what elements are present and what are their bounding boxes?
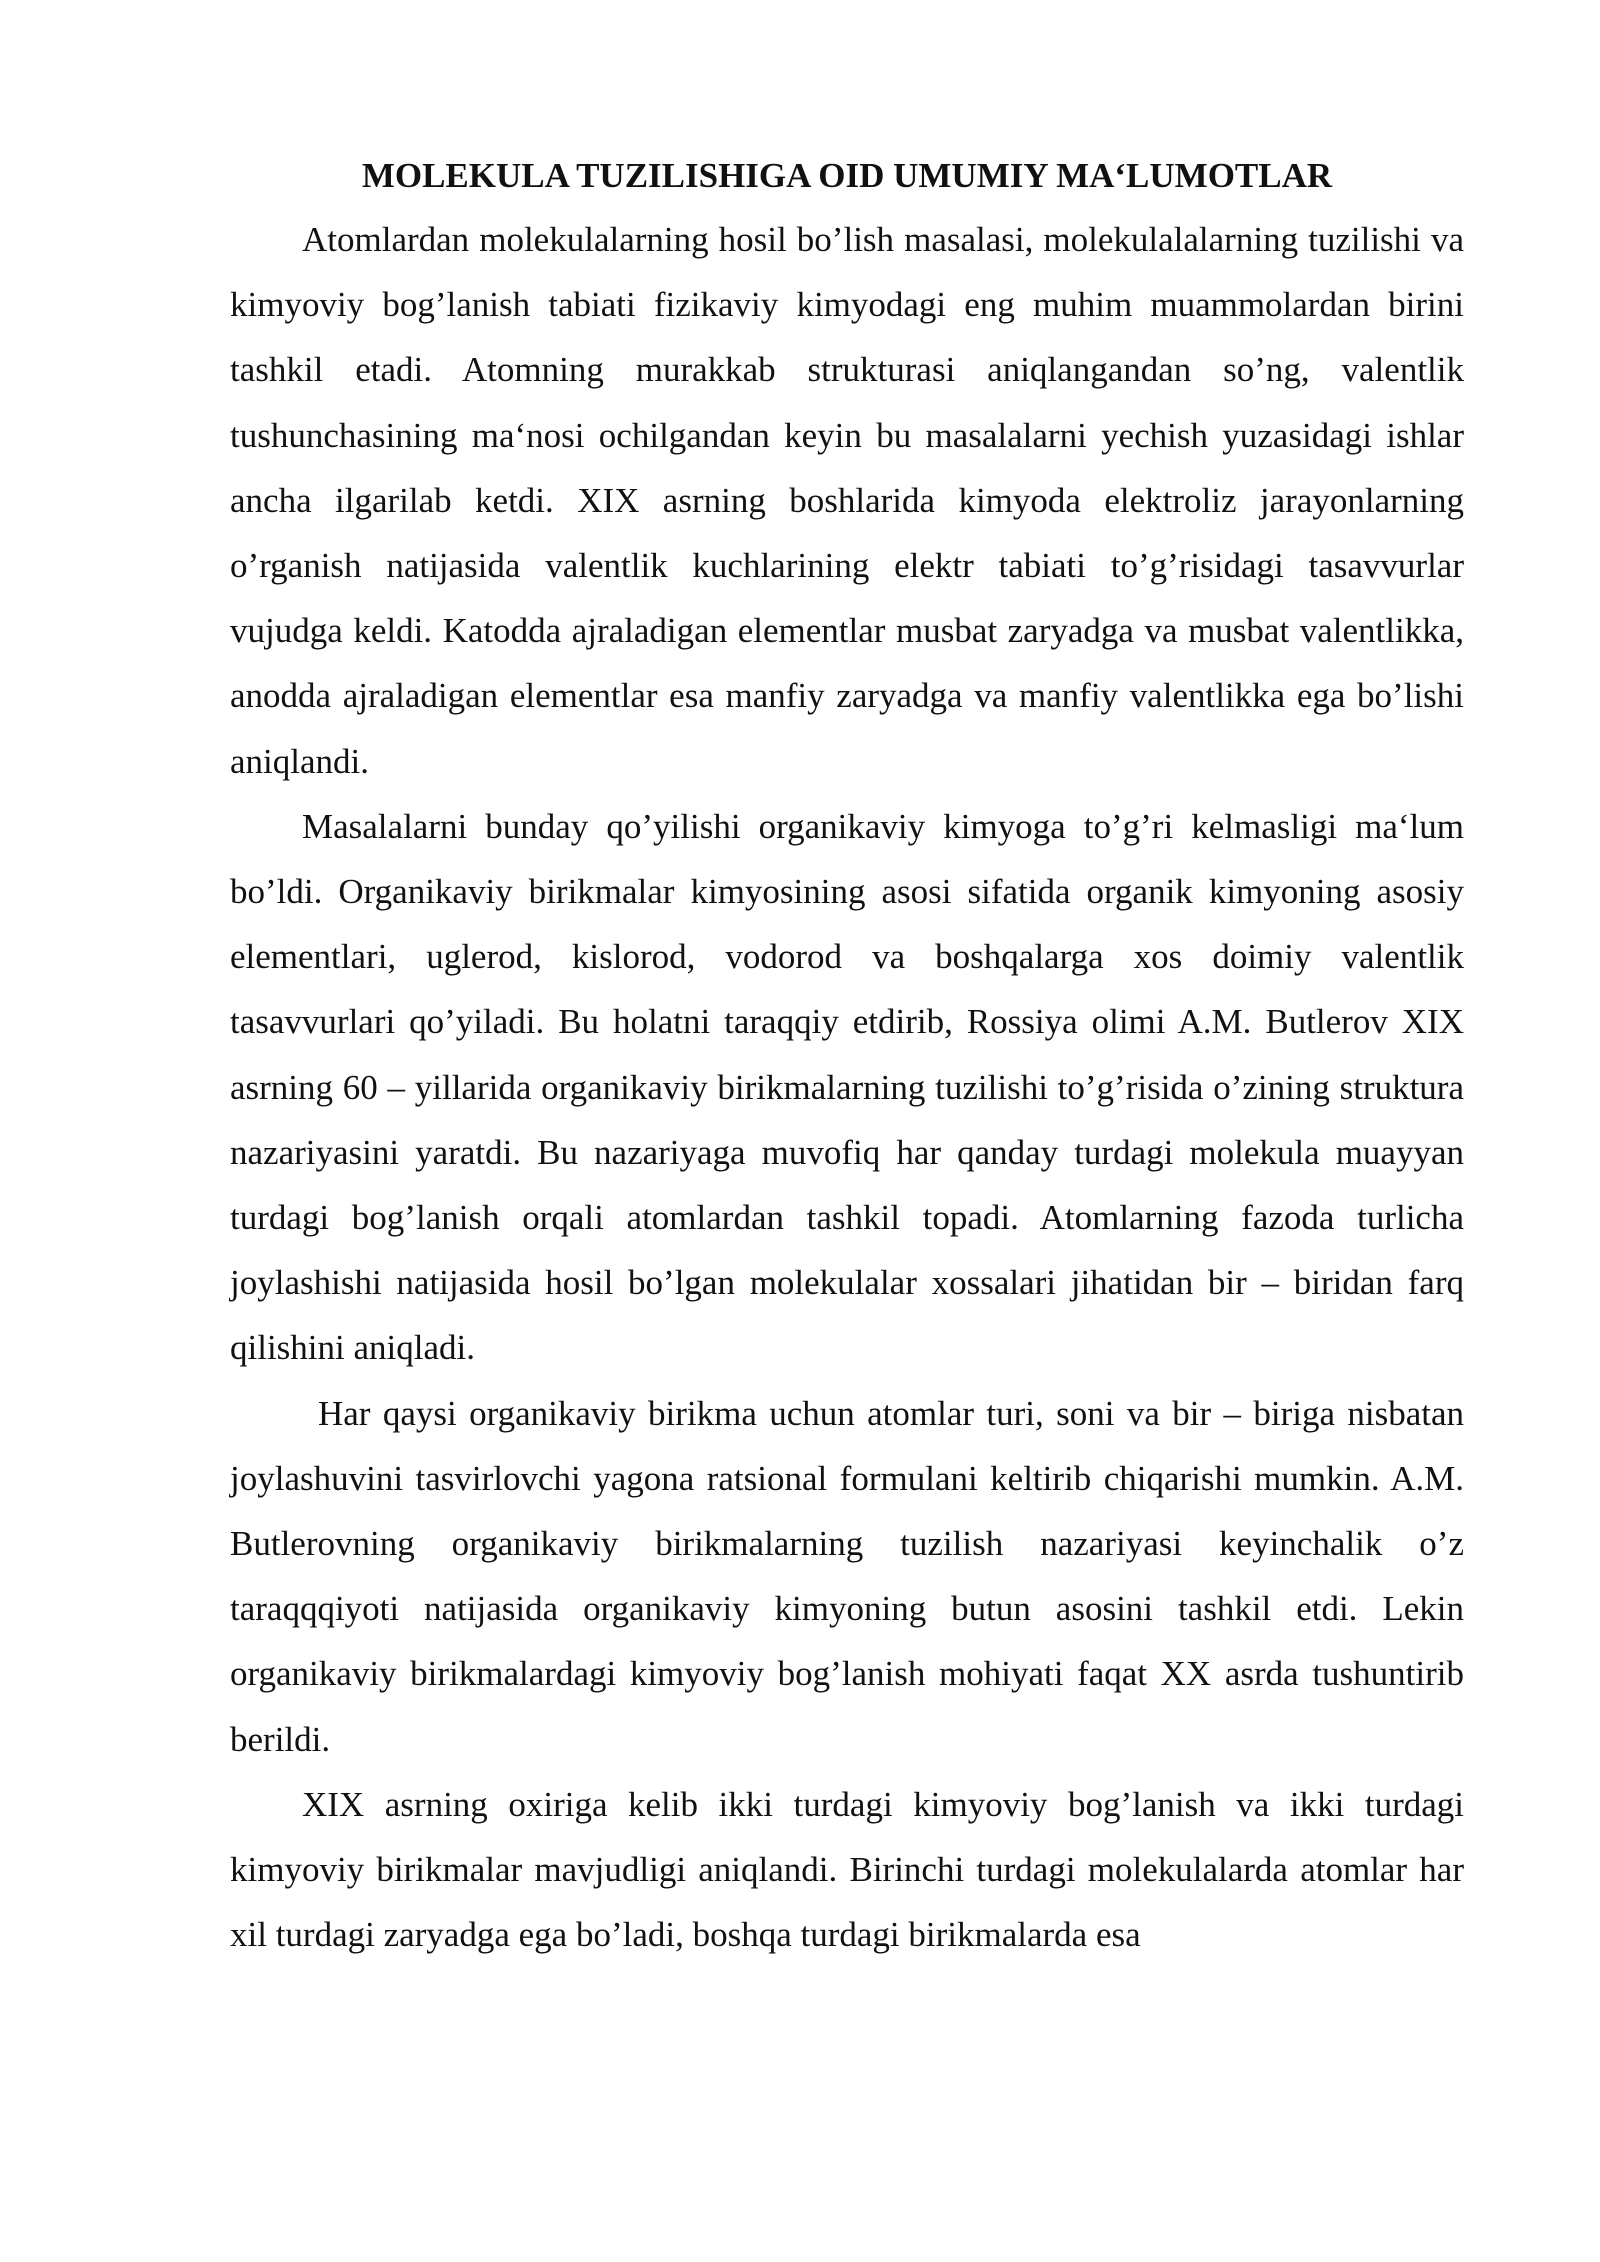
paragraph-1: Atomlardan molekulalarning hosil bo’lish masalasi, molekulalalarning tuzilishi va kimyoviy bog’lanish tabiati fizikaviy kimyodagi eng muhim muammolardan birini tashkil etadi. Atomning murakkab strukturasi aniqlangandan so’ng, valentlik tushunchasining ma‘nosi ochilgandan keyin bu masalalarni yechish yuzasidagi ishlar ancha ilgarilab ketdi. XIX asrning boshlarida kimyoda elektroliz jarayonlarning o’rganish natijasida valentlik kuchlarining elektr tabiati to’g’risidagi tasavvurlar vujudga keldi. Katodda ajraladigan elementlar musbat zaryadga va musbat valentlikka, anodda ajraladigan elementlar esa manfiy zaryadga va manfiy valentlikka ega bo’lishi aniqlandi. bbox=[230, 220, 1464, 781]
document-page bbox=[230, 145, 1464, 1967]
paragraph-4: XIX asrning oxiriga kelib ikki turdagi kimyoviy bog’lanish va ikki turdagi kimyoviy birikmalar mavjudligi aniqlandi. Birinchi turdagi molekulalarda atomlar har xil turdagi zaryadga ega bo’ladi, boshqa turdagi birikmalarda esa bbox=[230, 1784, 1464, 1955]
paragraph-3: Har qaysi organikaviy birikma uchun atomlar turi, soni va bir – biriga nisbatan joylashuvini tasvirlovchi yagona ratsional formulani keltirib chiqarishi mumkin. A.M. Butlerovning organikaviy birikmalarning tuzilish nazariyasi keyinchalik o’z taraqqqiyoti natijasida organikaviy kimyoning butun asosini tashkil etdi. Lekin organikaviy birikmalardagi kimyoviy bog’lanish mohiyati faqat XX asrda tushuntirib berildi. bbox=[230, 1393, 1464, 1759]
paragraph-2: Masalalarni bunday qo’yilishi organikaviy kimyoga to’g’ri kelmasligi ma‘lum bo’ldi. Organikaviy birikmalar kimyosining asosi sifatida organik kimyoning asosiy elementlari, uglerod, kislorod, vodorod va boshqalarga xos doimiy valentlik tasavvurlari qo’yiladi. Bu holatni taraqqiy etdirib, Rossiya olimi A.M. Butlerov XIX asrning 60 – yillarida organikaviy birikmalarning tuzilishi to’g’risida o’zining struktura nazariyasini yaratdi. Bu nazariyaga muvofiq har qanday turdagi molekula muayyan turdagi bog’lanish orqali atomlardan tashkil topadi. Atomlarning fazoda turlicha joylashishi natijasida hosil bo’lgan molekulalar xossalari jihatidan bir – biridan farq qilishini aniqladi. bbox=[230, 806, 1464, 1368]
document-title: MOLEKULA TUZILISHIGA OID UMUMIY MA‘LUMOTLAR bbox=[361, 156, 1333, 195]
